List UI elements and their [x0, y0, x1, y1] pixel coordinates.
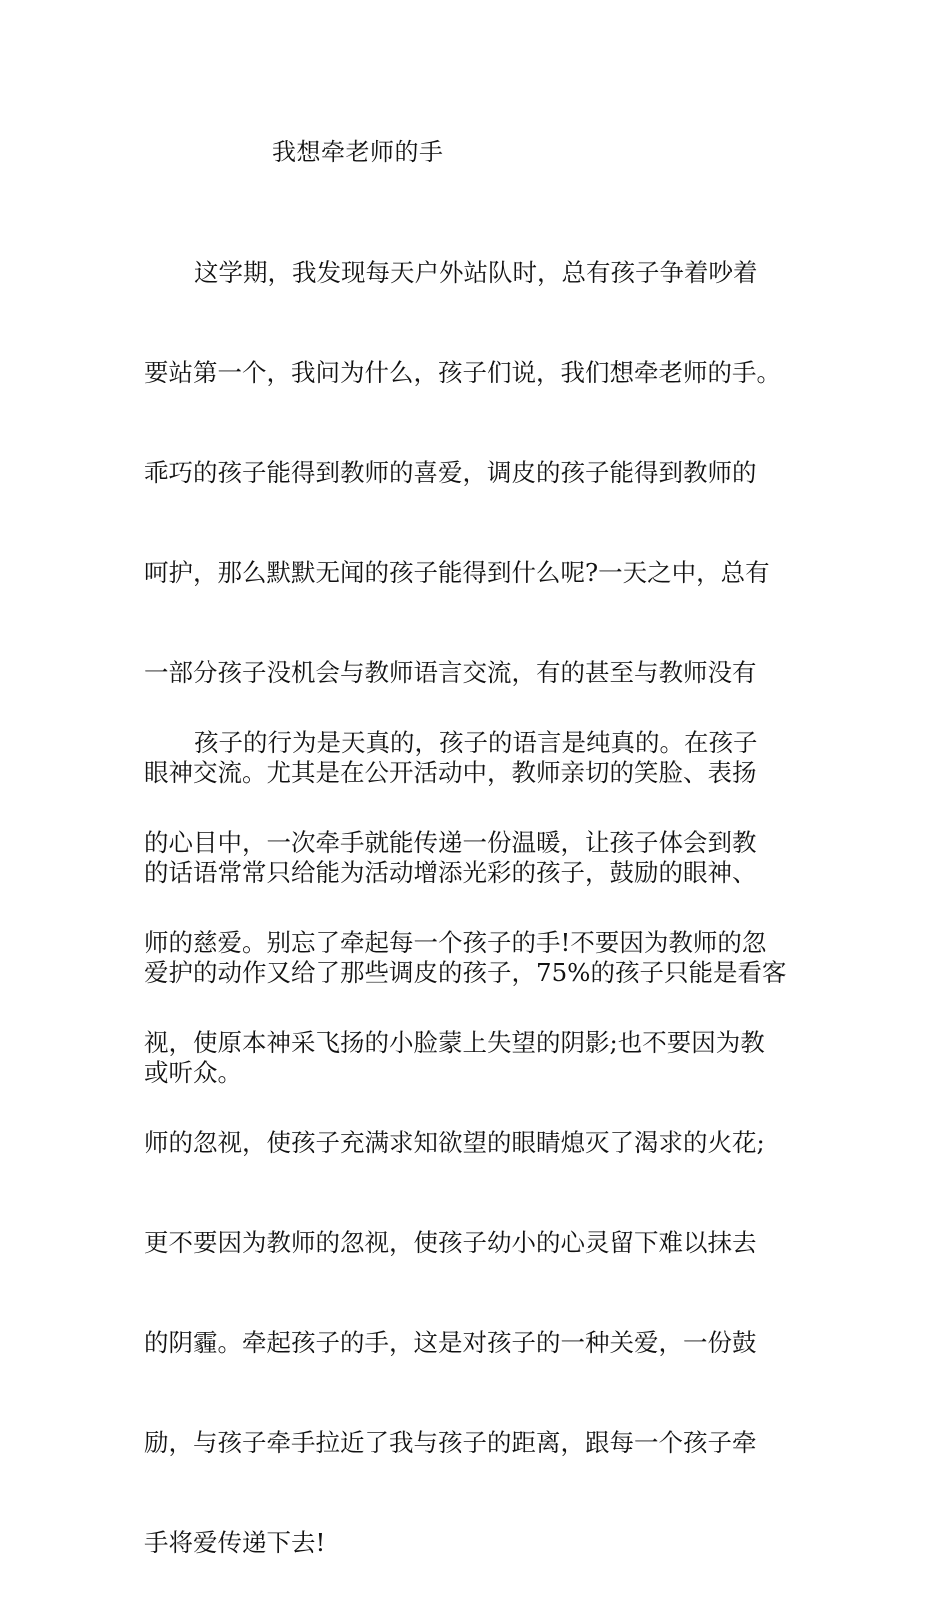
paragraph-line: 手将爱传递下去! [144, 1528, 326, 1557]
document-title: 我想牵老师的手 [272, 138, 444, 166]
paragraph-line: 要站第一个，我问为什么，孩子们说，我们想牵老师的手。 [144, 358, 781, 387]
paragraph-2 [144, 668, 802, 1618]
paragraph-line: 师的忽视，使孩子充满求知欲望的眼睛熄灭了渴求的火花; [144, 1128, 765, 1157]
paragraph-line: 这学期，我发现每天户外站队时，总有孩子争着吵着 [194, 258, 758, 287]
paragraph-line: 的阴霾。牵起孩子的手，这是对孩子的一种关爱，一份鼓 [144, 1328, 757, 1357]
paragraph-line: 呵护，那么默默无闻的孩子能得到什么呢?一天之中，总有 [144, 558, 770, 587]
paragraph-line: 孩子的行为是天真的，孩子的语言是纯真的。在孩子 [194, 728, 758, 757]
paragraph-line: 更不要因为教师的忽视，使孩子幼小的心灵留下难以抹去 [144, 1228, 757, 1257]
paragraph-line: 乖巧的孩子能得到教师的喜爱，调皮的孩子能得到教师的 [144, 458, 757, 487]
paragraph-line: 励，与孩子牵手拉近了我与孩子的距离，跟每一个孩子牵 [144, 1428, 757, 1457]
paragraph-line: 或听众。 [144, 1058, 242, 1087]
paragraph-line: 爱护的动作又给了那些调皮的孩子，75%的孩子只能是看客 [144, 958, 787, 987]
paragraph-line: 师的慈爱。别忘了牵起每一个孩子的手!不要因为教师的忽 [144, 928, 767, 957]
paragraph-line: 眼神交流。尤其是在公开活动中，教师亲切的笑脸、表扬 [144, 758, 757, 787]
paragraph-line: 视，使原本神采飞扬的小脸蒙上失望的阴影;也不要因为教 [144, 1028, 765, 1057]
paragraph-line: 一部分孩子没机会与教师语言交流，有的甚至与教师没有 [144, 658, 757, 687]
paragraph-line: 的心目中，一次牵手就能传递一份温暖，让孩子体会到教 [144, 828, 757, 857]
paragraph-line: 的话语常常只给能为活动增添光彩的孩子，鼓励的眼神、 [144, 858, 757, 887]
